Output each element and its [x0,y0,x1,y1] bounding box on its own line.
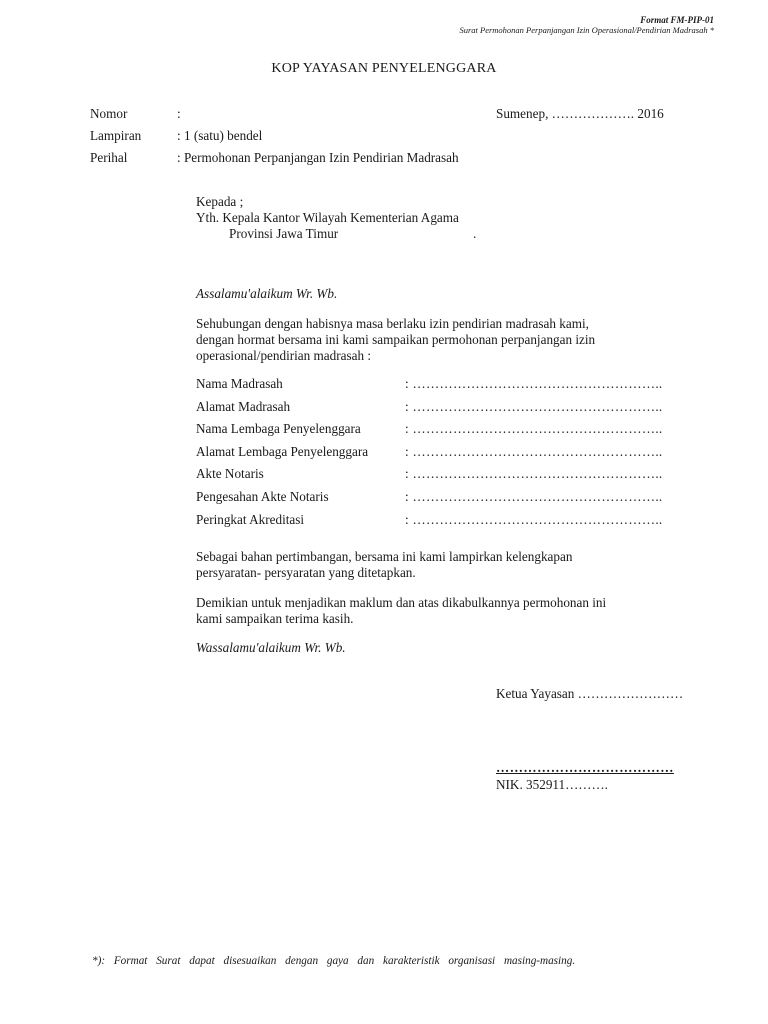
field-pengesahan-akte [196,489,716,505]
nomor-label: Nomor [90,106,128,121]
field-value: : ……………………………………………….. [405,489,663,504]
field-alamat-lembaga [196,444,716,460]
intro-line: dengan hormat bersama ini kami sampaikan permohonan perpanjangan izin [196,332,596,347]
field-alamat-madrasah [196,399,716,415]
field-label: Alamat Madrasah [196,399,291,414]
field-label: Alamat Lembaga Penyelenggara [196,444,369,459]
format-code: Format FM-PIP-01 [640,15,714,25]
field-label: Pengesahan Akte Notaris [196,489,329,504]
paragraph-line: persyaratan- persyaratan yang ditetapkan. [196,565,416,580]
nomor-value: : [177,106,181,121]
attachment-paragraph [196,549,714,581]
field-value: : ……………………………………………….. [405,376,663,391]
paragraph-line: kami sampaikan terima kasih. [196,611,354,626]
signature-name-line: ………………………………… [496,760,674,775]
field-nama-madrasah [196,376,716,392]
recipient-dot: . [473,226,477,241]
field-peringkat-akreditasi [196,512,716,528]
field-value: : ……………………………………………….. [405,512,663,527]
perihal-label: Perihal [90,150,128,165]
lampiran-value: : 1 (satu) bendel [177,128,263,143]
field-value: : ……………………………………………….. [405,466,663,481]
paragraph-line: Sebagai bahan pertimbangan, bersama ini kami lampirkan kelengkapan [196,549,573,564]
signature-nik: NIK. 352911………. [496,777,608,792]
recipient-line-1: Yth. Kepala Kantor Wilayah Kementerian Agama [196,210,459,225]
field-label: Akte Notaris [196,466,264,481]
intro-paragraph [196,316,714,364]
signature-title: Ketua Yayasan …………………… [496,686,684,701]
field-label: Peringkat Akreditasi [196,512,305,527]
field-value: : ……………………………………………….. [405,444,663,459]
salutation: Assalamu'alaikum Wr. Wb. [196,286,338,301]
format-description: Surat Permohonan Perpanjangan Izin Operasional/Pendirian Madrasah * [459,25,714,35]
letterhead-title: KOP YAYASAN PENYELENGGARA [271,61,497,76]
field-value: : ……………………………………………….. [405,399,663,414]
footnote: *): Format Surat dapat disesuaikan dengan gaya dan karakteristik organisasi masing-masing. [92,955,576,967]
closing-salutation: Wassalamu'alaikum Wr. Wb. [196,640,346,655]
intro-line: Sehubungan dengan habisnya masa berlaku izin pendirian madrasah kami, [196,316,589,331]
perihal-value: : Permohonan Perpanjangan Izin Pendirian Madrasah [177,150,459,165]
field-akte-notaris [196,466,716,482]
lampiran-label: Lampiran [90,128,142,143]
intro-line: operasional/pendirian madrasah : [196,348,372,363]
field-label: Nama Madrasah [196,376,283,391]
paragraph-line: Demikian untuk menjadikan maklum dan atas dikabulkannya permohonan ini [196,595,607,610]
recipient-line-2: Provinsi Jawa Timur [229,226,339,241]
recipient-kepada: Kepada ; [196,194,244,209]
field-label: Nama Lembaga Penyelenggara [196,421,361,436]
field-value: : ……………………………………………….. [405,421,663,436]
field-nama-lembaga [196,421,716,437]
place-date: Sumenep, ………………. 2016 [496,106,664,121]
closing-paragraph [196,595,714,627]
